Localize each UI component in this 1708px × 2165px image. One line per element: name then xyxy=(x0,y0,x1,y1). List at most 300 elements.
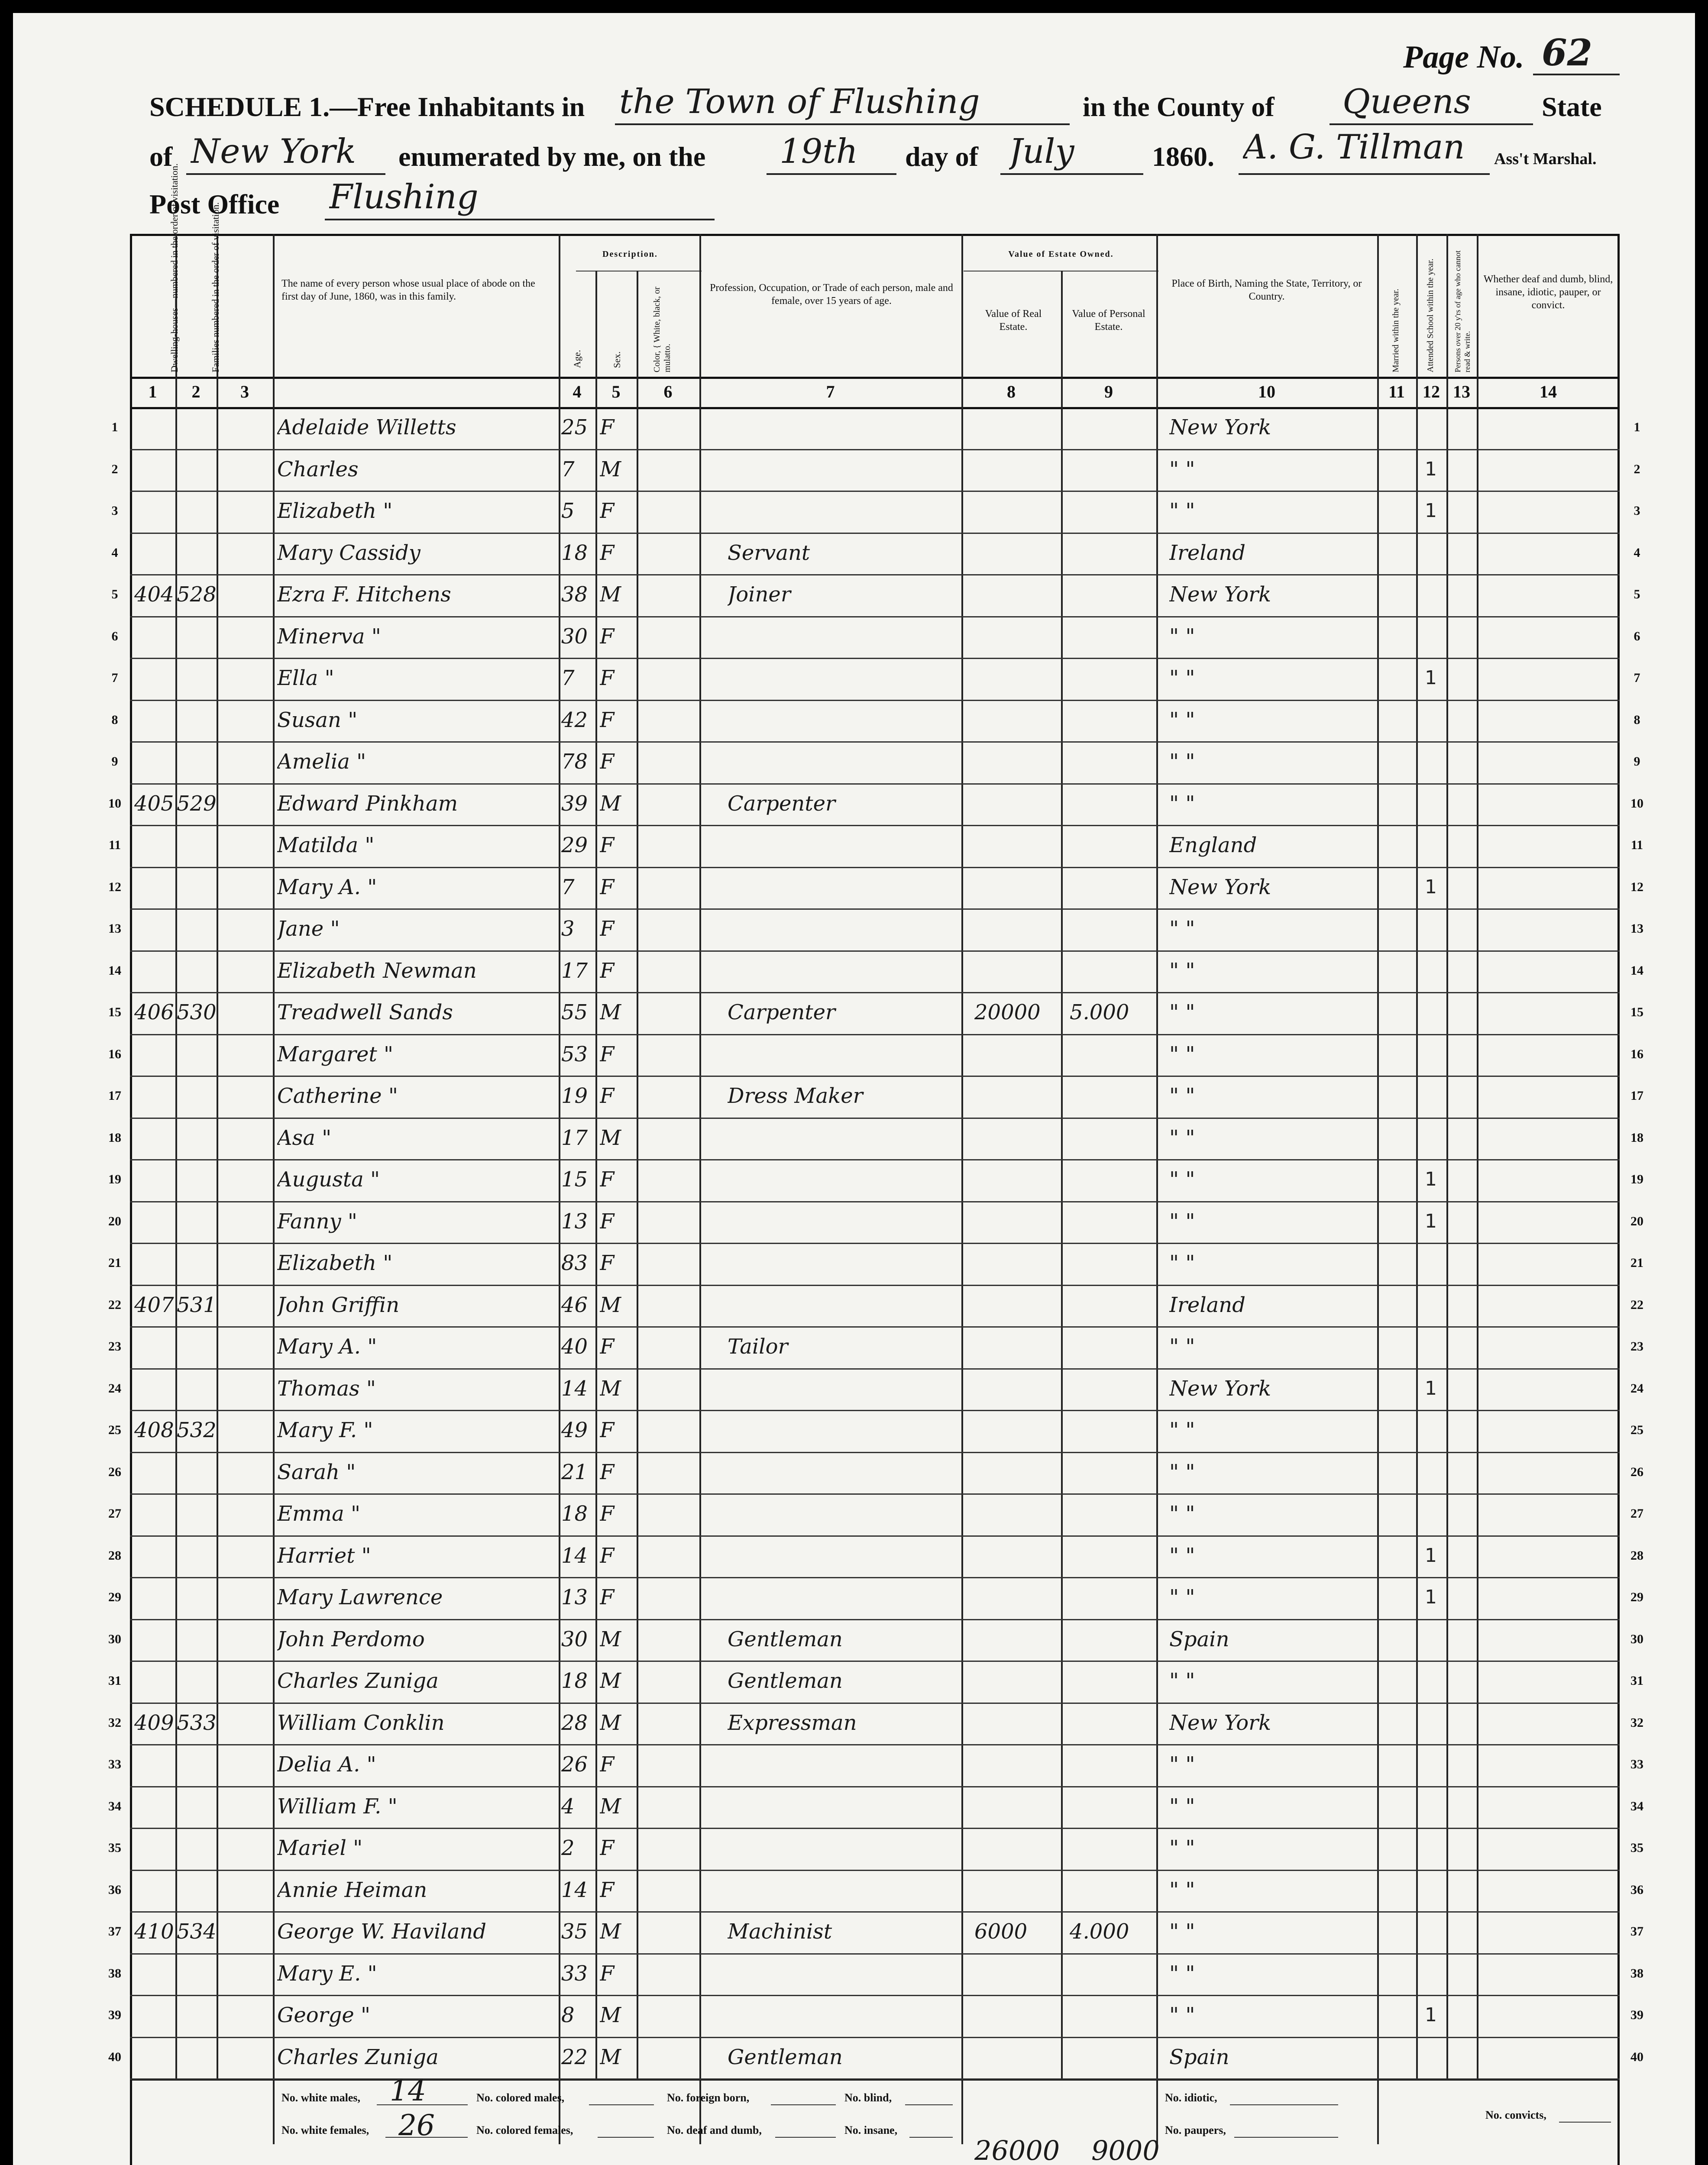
cell-fam xyxy=(177,741,217,782)
cell-name: Edward Pinkham xyxy=(277,791,458,816)
page-number: 62 xyxy=(1542,31,1592,74)
cell-name: Mary Cassidy xyxy=(277,540,421,565)
line-number: 40 xyxy=(108,2049,121,2064)
cell-birth: " " xyxy=(1169,1585,1195,1609)
cell-dw: 408 xyxy=(134,1418,174,1442)
cell-sex: F xyxy=(600,1752,615,1777)
cell-age: 13 xyxy=(561,1585,588,1609)
cell-real xyxy=(974,1493,1061,1534)
cell-school xyxy=(1425,1326,1446,1367)
cell-pers xyxy=(1070,1243,1156,1283)
footer-line xyxy=(598,2137,654,2138)
cell-sex: M xyxy=(600,2003,621,2027)
cell-fam xyxy=(177,867,217,908)
marshal-label: Ass't Marshal. xyxy=(1494,150,1597,168)
cell-birth: New York xyxy=(1169,582,1271,607)
cell-occ xyxy=(728,491,957,531)
cell-sex: F xyxy=(600,1460,615,1484)
cell-birth: " " xyxy=(1169,1167,1195,1192)
cell-real xyxy=(974,574,1061,615)
cell-real xyxy=(974,616,1061,657)
cell-real xyxy=(974,407,1061,448)
cell-age: 17 xyxy=(561,958,588,983)
cell-name: Mary A. " xyxy=(277,875,377,899)
line-number: 10 xyxy=(1630,796,1643,811)
line-number: 30 xyxy=(1630,1632,1643,1646)
cell-dw: 406 xyxy=(134,1000,174,1024)
cell-real xyxy=(974,1452,1061,1493)
state-line xyxy=(186,173,385,175)
cell-real xyxy=(974,908,1061,949)
cell-fam xyxy=(177,1452,217,1493)
cell-birth: Spain xyxy=(1169,1627,1229,1651)
col-num-9: 9 xyxy=(1104,382,1113,401)
line-number: 6 xyxy=(1634,629,1640,643)
cell-age: 4 xyxy=(561,1794,575,1819)
cell-name: Charles Zuniga xyxy=(277,2045,439,2069)
cell-dw xyxy=(134,658,175,698)
cell-pers xyxy=(1070,700,1156,740)
cell-school: 1 xyxy=(1425,1586,1437,1608)
cell-fam xyxy=(177,950,217,991)
cell-occ xyxy=(728,1201,957,1242)
cell-birth: " " xyxy=(1169,917,1195,941)
cell-sex: F xyxy=(600,958,615,983)
cell-occ xyxy=(728,1034,957,1075)
cell-pers xyxy=(1070,658,1156,698)
cell-occ xyxy=(728,449,957,490)
cell-pers xyxy=(1070,950,1156,991)
line-number: 4 xyxy=(1634,545,1640,560)
line-number: 1 xyxy=(111,420,118,434)
cell-dw xyxy=(134,1870,175,1910)
cell-school xyxy=(1425,2037,1446,2078)
cell-pers xyxy=(1070,1577,1156,1618)
cell-name: Asa " xyxy=(277,1125,332,1150)
cell-birth: " " xyxy=(1169,1209,1195,1234)
cell-dw xyxy=(134,1201,175,1242)
header-illiterate: Persons over 20 y'rs of age who cannot read & write. xyxy=(1453,250,1472,372)
cell-dw xyxy=(134,1159,175,1200)
of-label: of xyxy=(149,141,173,172)
footer-blind: No. blind, xyxy=(844,2091,892,2104)
cell-fam xyxy=(177,1535,217,1576)
line-number: 20 xyxy=(1630,1214,1643,1228)
cell-name: John Perdomo xyxy=(277,1627,425,1651)
cell-sex: F xyxy=(600,499,615,523)
cell-birth: Ireland xyxy=(1169,1293,1245,1317)
total-real-estate: 26000 xyxy=(974,2135,1060,2165)
line-number: 7 xyxy=(111,671,118,685)
cell-name: Mary F. " xyxy=(277,1418,373,1442)
cell-age: 19 xyxy=(561,1084,588,1108)
cell-fam xyxy=(177,1744,217,1785)
month-value: July xyxy=(1009,132,1074,171)
footer-foreign-born: No. foreign born, xyxy=(667,2091,750,2104)
footer-white-females: No. white females, xyxy=(281,2124,369,2136)
line-number: 26 xyxy=(1630,1464,1643,1479)
cell-pers xyxy=(1070,1619,1156,1660)
cell-pers xyxy=(1070,1159,1156,1200)
line-number: 7 xyxy=(1634,671,1640,685)
cell-school xyxy=(1425,1828,1446,1868)
cell-school xyxy=(1425,1285,1446,1325)
cell-pers xyxy=(1070,1368,1156,1409)
cell-age: 15 xyxy=(561,1167,588,1192)
cell-real xyxy=(974,1870,1061,1910)
cell-real xyxy=(974,1619,1061,1660)
cell-age: 7 xyxy=(561,457,575,481)
cell-sex: F xyxy=(600,1877,615,1902)
cell-fam xyxy=(177,1786,217,1827)
cell-birth: " " xyxy=(1169,457,1195,481)
cell-occ xyxy=(728,741,957,782)
cell-school: 1 xyxy=(1425,1210,1437,1232)
cell-occ xyxy=(728,1953,957,1994)
footer-colored-males: No. colored males, xyxy=(476,2091,565,2104)
cell-birth: " " xyxy=(1169,708,1195,732)
cell-sex: F xyxy=(600,1335,615,1359)
cell-pers xyxy=(1070,908,1156,949)
cell-real xyxy=(974,449,1061,490)
cell-birth: New York xyxy=(1169,1376,1271,1401)
cell-name: Emma " xyxy=(277,1502,361,1526)
cell-real xyxy=(974,950,1061,991)
col-line-13 xyxy=(1446,234,1448,2078)
cell-fam xyxy=(177,1828,217,1868)
cell-real xyxy=(974,1786,1061,1827)
cell-school: 1 xyxy=(1425,1377,1437,1399)
cell-dw xyxy=(134,700,175,740)
line-number: 14 xyxy=(1630,963,1643,978)
cell-school xyxy=(1425,574,1446,615)
line-number: 21 xyxy=(108,1256,121,1270)
line-number: 24 xyxy=(108,1381,121,1396)
cell-age: 30 xyxy=(561,624,588,649)
cell-fam: 533 xyxy=(177,1710,217,1735)
cell-fam xyxy=(177,1076,217,1116)
cell-birth: " " xyxy=(1169,499,1195,523)
cell-school xyxy=(1425,1493,1446,1534)
cell-school xyxy=(1425,783,1446,824)
cell-dw xyxy=(134,1619,175,1660)
cell-occ xyxy=(728,1493,957,1534)
cell-age: 39 xyxy=(561,791,588,816)
line-number: 28 xyxy=(1630,1548,1643,1563)
cell-sex: M xyxy=(600,1125,621,1150)
footer-line xyxy=(771,2104,836,2105)
line-number: 3 xyxy=(1634,504,1640,518)
cell-birth: " " xyxy=(1169,2003,1195,2027)
line-number: 24 xyxy=(1630,1381,1643,1396)
cell-pers xyxy=(1070,783,1156,824)
cell-fam: 532 xyxy=(177,1418,217,1442)
total-personal-estate: 9000 xyxy=(1091,2135,1160,2165)
cell-pers xyxy=(1070,741,1156,782)
cell-occ: Expressman xyxy=(728,1710,857,1735)
header-age: Age. xyxy=(572,349,582,368)
line-number: 8 xyxy=(111,712,118,727)
cell-birth: " " xyxy=(1169,1669,1195,1693)
col-line-9 xyxy=(1061,271,1063,2078)
cell-dw xyxy=(134,1034,175,1075)
line-number: 33 xyxy=(1630,1757,1643,1771)
line-number: 5 xyxy=(111,587,118,601)
col-num-3: 3 xyxy=(240,382,249,401)
cell-school xyxy=(1425,992,1446,1033)
cell-dw xyxy=(134,1368,175,1409)
cell-dw xyxy=(134,1828,175,1868)
cell-occ: Joiner xyxy=(728,582,791,607)
cell-dw xyxy=(134,1243,175,1283)
line-number: 5 xyxy=(1634,587,1640,601)
cell-age: 18 xyxy=(561,1669,588,1693)
line-number: 11 xyxy=(1630,838,1643,852)
line-number: 4 xyxy=(111,545,118,560)
line-number: 9 xyxy=(1634,754,1640,769)
header-description: Description. xyxy=(602,249,658,259)
col-num-2: 2 xyxy=(191,382,201,401)
footer-paupers: No. paupers, xyxy=(1165,2124,1226,2136)
cell-age: 22 xyxy=(561,2045,588,2069)
cell-age: 53 xyxy=(561,1042,588,1066)
footer-deaf-dumb: No. deaf and dumb, xyxy=(667,2124,762,2136)
line-number: 19 xyxy=(108,1172,121,1186)
cell-dw xyxy=(134,449,175,490)
cell-fam xyxy=(177,491,217,531)
cell-school xyxy=(1425,1619,1446,1660)
cell-birth: " " xyxy=(1169,1460,1195,1484)
cell-school: 1 xyxy=(1425,500,1437,522)
cell-dw xyxy=(134,2037,175,2078)
cell-name: Amelia " xyxy=(277,750,366,774)
cell-occ: Machinist xyxy=(728,1919,832,1944)
cell-birth: " " xyxy=(1169,1335,1195,1359)
cell-dw xyxy=(134,741,175,782)
cell-sex: F xyxy=(600,1585,615,1609)
day-value: 19th xyxy=(780,132,858,171)
cell-sex: M xyxy=(600,2045,621,2069)
line-number: 29 xyxy=(108,1590,121,1604)
cell-sex: M xyxy=(600,1794,621,1819)
cell-fam xyxy=(177,1368,217,1409)
footer-line xyxy=(775,2137,836,2138)
col-num-10: 10 xyxy=(1258,382,1275,401)
cell-birth: " " xyxy=(1169,1961,1195,1986)
cell-sex: M xyxy=(600,1293,621,1317)
footer-line xyxy=(909,2137,953,2138)
cell-school xyxy=(1425,1118,1446,1158)
cell-real xyxy=(974,1995,1061,2036)
cell-occ xyxy=(728,616,957,657)
cell-real xyxy=(974,825,1061,866)
col-line-7 xyxy=(699,234,701,2144)
line-number: 17 xyxy=(108,1089,121,1103)
line-number: 18 xyxy=(108,1130,121,1145)
cell-birth: " " xyxy=(1169,1084,1195,1108)
post-office-label: Post Office xyxy=(149,189,280,220)
footer-line xyxy=(589,2104,654,2105)
cell-birth: Ireland xyxy=(1169,540,1245,565)
cell-name: Delia A. " xyxy=(277,1752,376,1777)
cell-real xyxy=(974,533,1061,573)
line-number: 38 xyxy=(1630,1966,1643,1981)
cell-name: George W. Haviland xyxy=(277,1919,486,1944)
header-dwelling: Dwelling-houses—numbered in the order of visitation. xyxy=(169,163,180,372)
footer-white-males-value: 14 xyxy=(390,2074,426,2107)
cell-sex: M xyxy=(600,1627,621,1651)
cell-age: 18 xyxy=(561,1502,588,1526)
cell-age: 2 xyxy=(561,1836,575,1860)
cell-occ xyxy=(728,908,957,949)
cell-pers xyxy=(1070,1661,1156,1701)
cell-dw xyxy=(134,1661,175,1701)
cell-pers xyxy=(1070,1452,1156,1493)
line-number: 20 xyxy=(108,1214,121,1228)
cell-name: George " xyxy=(277,2003,371,2027)
cell-occ xyxy=(728,1744,957,1785)
cell-sex: M xyxy=(600,582,621,607)
line-number: 9 xyxy=(111,754,118,769)
header-sex: Sex. xyxy=(611,351,622,368)
cell-name: Catherine " xyxy=(277,1084,398,1108)
line-number: 6 xyxy=(111,629,118,643)
cell-name: Margaret " xyxy=(277,1042,394,1066)
page-number-line xyxy=(1533,74,1620,75)
line-number: 37 xyxy=(108,1924,121,1939)
cell-sex: F xyxy=(600,1084,615,1108)
cell-fam xyxy=(177,658,217,698)
line-number: 26 xyxy=(108,1464,121,1479)
cell-real xyxy=(974,1828,1061,1868)
cell-birth: New York xyxy=(1169,875,1271,899)
cell-name: Sarah " xyxy=(277,1460,356,1484)
cell-name: Harriet " xyxy=(277,1543,371,1568)
cell-age: 8 xyxy=(561,2003,575,2027)
cell-birth: New York xyxy=(1169,415,1271,439)
year: 1860. xyxy=(1152,141,1214,172)
cell-real xyxy=(974,2037,1061,2078)
cell-name: William F. " xyxy=(277,1794,398,1819)
cell-name: Adelaide Willetts xyxy=(277,415,456,439)
cell-pers xyxy=(1070,407,1156,448)
cell-birth: " " xyxy=(1169,1042,1195,1066)
cell-school xyxy=(1425,1744,1446,1785)
cell-fam xyxy=(177,1118,217,1158)
cell-dw xyxy=(134,1118,175,1158)
cell-name: Mariel " xyxy=(277,1836,363,1860)
line-number: 25 xyxy=(1630,1423,1643,1437)
cell-age: 40 xyxy=(561,1335,588,1359)
town-line xyxy=(615,123,1070,125)
line-number: 38 xyxy=(108,1966,121,1981)
cell-age: 78 xyxy=(561,750,588,774)
cell-name: Ezra F. Hitchens xyxy=(277,582,451,607)
line-number: 17 xyxy=(1630,1089,1643,1103)
cell-school: 1 xyxy=(1425,876,1437,898)
cell-sex: F xyxy=(600,1418,615,1442)
cell-birth: " " xyxy=(1169,750,1195,774)
line-number: 27 xyxy=(108,1506,121,1521)
line-number: 23 xyxy=(1630,1339,1643,1354)
cell-fam xyxy=(177,1577,217,1618)
cell-sex: F xyxy=(600,875,615,899)
header-school: Attended School within the year. xyxy=(1426,259,1435,372)
header-color: Color, { White, black, or mulatto. xyxy=(652,287,672,372)
cell-sex: F xyxy=(600,1543,615,1568)
cell-school xyxy=(1425,616,1446,657)
cell-school xyxy=(1425,825,1446,866)
cell-dw: 404 xyxy=(134,582,174,607)
cell-birth: " " xyxy=(1169,1877,1195,1902)
cell-name: Minerva " xyxy=(277,624,381,649)
cell-pers: 4.000 xyxy=(1070,1919,1129,1944)
line-number: 13 xyxy=(1630,921,1643,936)
cell-school xyxy=(1425,1034,1446,1075)
cell-pers xyxy=(1070,1285,1156,1325)
line-number: 16 xyxy=(108,1047,121,1061)
line-number: 11 xyxy=(108,838,121,852)
cell-age: 3 xyxy=(561,917,575,941)
county-line xyxy=(1330,123,1533,125)
line-number: 37 xyxy=(1630,1924,1643,1939)
cell-school xyxy=(1425,1703,1446,1743)
cell-occ xyxy=(728,950,957,991)
line-number: 15 xyxy=(108,1005,121,1019)
cell-school xyxy=(1425,1870,1446,1910)
cell-school xyxy=(1425,407,1446,448)
cell-real xyxy=(974,1159,1061,1200)
cell-age: 18 xyxy=(561,540,588,565)
line-number: 22 xyxy=(1630,1297,1643,1312)
cell-sex: F xyxy=(600,1251,615,1275)
cell-birth: " " xyxy=(1169,1752,1195,1777)
cell-dw xyxy=(134,1535,175,1576)
line-number: 35 xyxy=(108,1841,121,1855)
cell-occ xyxy=(728,867,957,908)
col-line-10 xyxy=(1156,234,1158,2144)
cell-fam xyxy=(177,1619,217,1660)
cell-occ xyxy=(728,1243,957,1283)
line-number: 36 xyxy=(1630,1882,1643,1897)
line-number: 15 xyxy=(1630,1005,1643,1019)
cell-dw xyxy=(134,1995,175,2036)
cell-sex: F xyxy=(600,624,615,649)
col-line-11 xyxy=(1377,234,1379,2144)
cell-sex: M xyxy=(600,1919,621,1944)
cell-fam xyxy=(177,1870,217,1910)
cell-name: Thomas " xyxy=(277,1376,376,1401)
cell-age: 28 xyxy=(561,1710,588,1735)
cell-pers xyxy=(1070,1953,1156,1994)
cell-school xyxy=(1425,1410,1446,1451)
cell-age: 83 xyxy=(561,1251,588,1275)
col-line-4 xyxy=(559,234,560,2144)
cell-school xyxy=(1425,1452,1446,1493)
cell-dw: 409 xyxy=(134,1710,174,1735)
header-name: The name of every person whose usual place of abode on the first day of June, 1860, was in this family. xyxy=(281,278,535,302)
line-number: 32 xyxy=(108,1715,121,1730)
cell-sex: M xyxy=(600,457,621,481)
cell-occ: Gentleman xyxy=(728,1669,843,1693)
line-number: 40 xyxy=(1630,2049,1643,2064)
footer-line xyxy=(1230,2104,1338,2105)
line-number: 16 xyxy=(1630,1047,1643,1061)
col-num-11: 11 xyxy=(1388,382,1405,401)
cell-fam: 534 xyxy=(177,1919,217,1944)
cell-age: 5 xyxy=(561,499,575,523)
header-condition: Whether deaf and dumb, blind, insane, idiotic, pauper, or convict. xyxy=(1483,274,1613,311)
